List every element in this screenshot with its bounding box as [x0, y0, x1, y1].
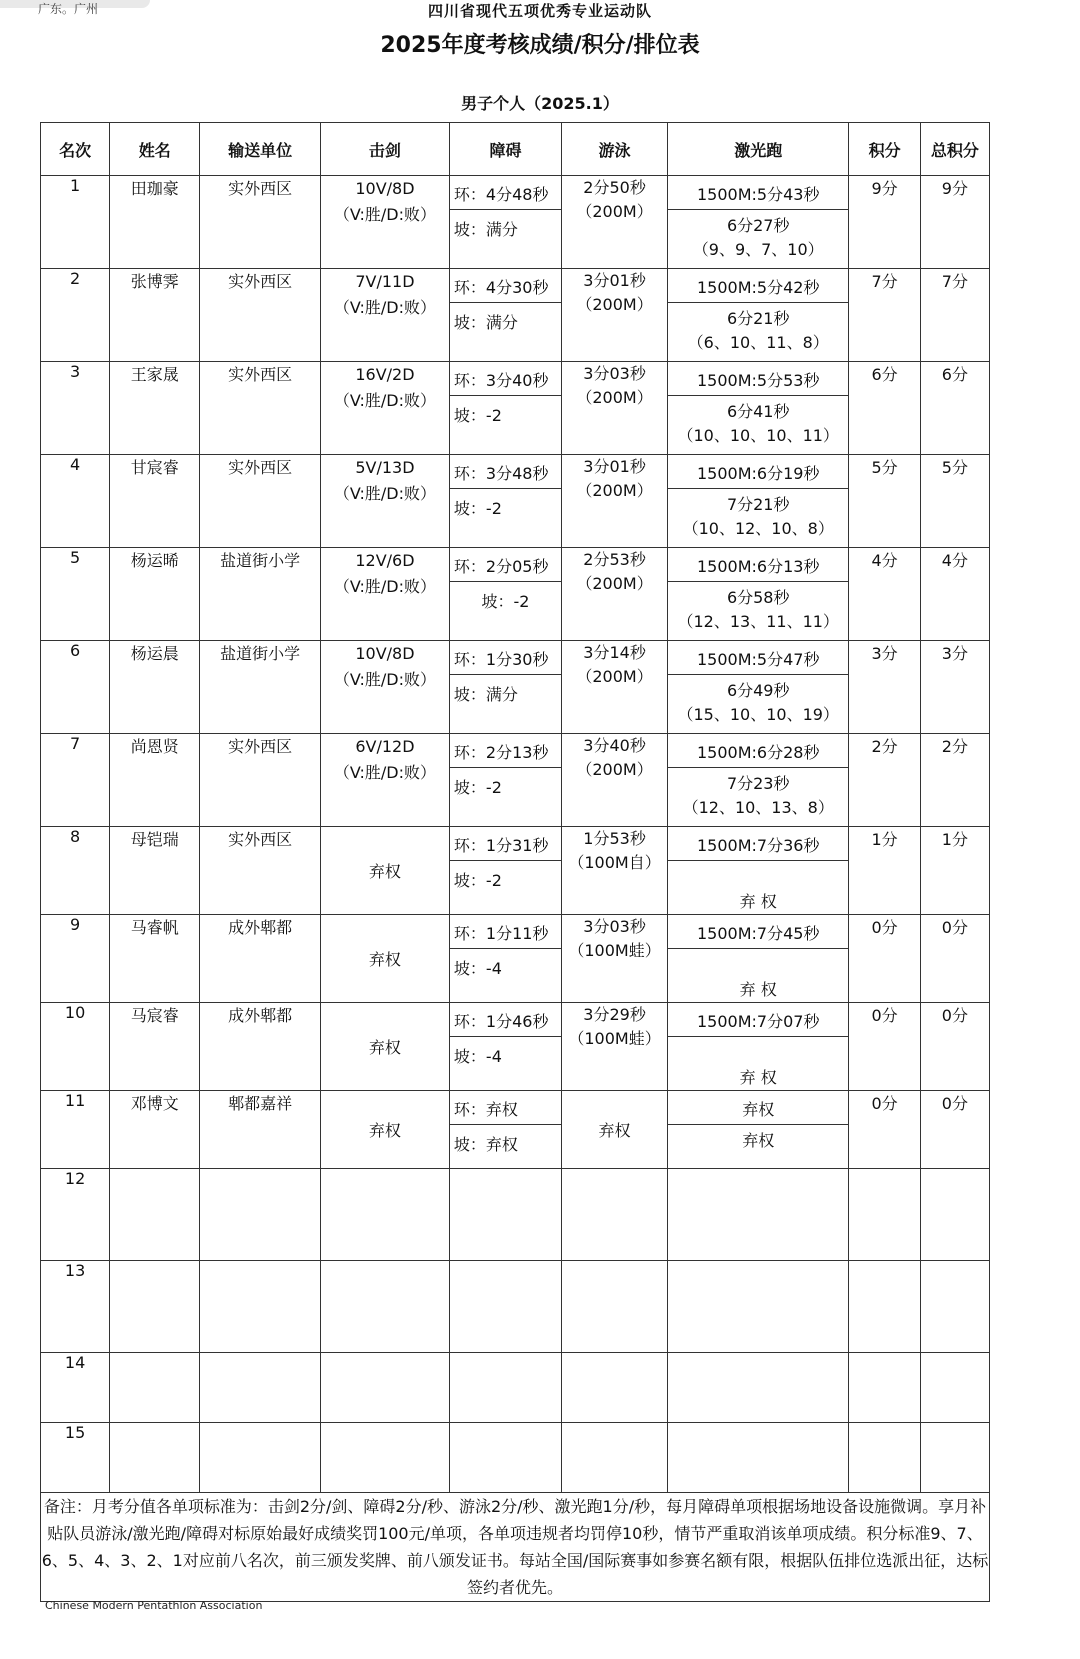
obstacle-slope-score: 坡：满分	[453, 220, 518, 239]
fencing-note: （V:胜/D:败）	[333, 298, 436, 317]
fencing-cell	[320, 455, 449, 548]
empty-cell	[320, 1423, 449, 1493]
rank-cell: 7	[41, 734, 110, 827]
laser-run-cell	[668, 641, 849, 734]
empty-cell	[920, 1353, 989, 1423]
empty-cell	[200, 1423, 321, 1493]
sending-unit-cell: 实外西区	[200, 455, 321, 548]
fencing-cell	[320, 734, 449, 827]
notes-text: 备注：月考分值各单项标准为：击剑2分/剑、障碍2分/秒、游泳2分/秒、激光跑1分/秒，每月障碍单项根据场地设备设施微调。享月补贴队员游泳/激光跑/障碍对标原始最好成绩奖罚100元/单项，各单项违规者均罚停10秒，情节严重取消该单项成绩。积分标准9、7、6、5、4、3、2、1对应前八名次，前三颁发奖牌、前八颁发证书。每站全国/国际赛事如参赛名额有限，根据队伍排位选派出征，达标签约者优先。	[41, 1493, 990, 1602]
rank-cell: 4	[41, 455, 110, 548]
obstacle-slope-score: 坡：-4	[453, 959, 502, 978]
sending-unit-cell: 实外西区	[200, 176, 321, 269]
laser-run-result	[668, 768, 848, 826]
fencing-result: 10V/8D	[355, 179, 415, 198]
swimming-time: 3分03秒	[583, 917, 646, 936]
table-row	[41, 1003, 990, 1091]
laser-run-1500m: 1500M:6分28秒	[668, 734, 848, 768]
fencing-result: 7V/11D	[355, 272, 415, 291]
laser-run-1500m: 1500M:7分45秒	[668, 915, 848, 949]
empty-cell	[668, 1261, 849, 1353]
obstacle-cell	[449, 734, 561, 827]
sending-unit-cell: 实外西区	[200, 362, 321, 455]
laser-run-splits: （10、10、10、11）	[677, 426, 839, 445]
swimming-cell	[562, 641, 668, 734]
laser-run-cell	[668, 1003, 849, 1091]
laser-run-time: 6分21秒	[726, 309, 790, 328]
swimming-distance: （200M）	[576, 667, 653, 686]
laser-run-cell	[668, 362, 849, 455]
sending-unit-cell: 实外西区	[200, 827, 321, 915]
rank-cell: 11	[41, 1091, 110, 1169]
obstacle-cell	[449, 269, 561, 362]
obstacle-cell	[449, 915, 561, 1003]
table-row	[41, 548, 990, 641]
swimming-cell	[562, 1003, 668, 1091]
points-cell: 3分	[849, 641, 920, 734]
rank-cell: 15	[41, 1423, 110, 1493]
rank-cell: 2	[41, 269, 110, 362]
fencing-cell	[320, 362, 449, 455]
obstacle-ring-time: 环：3分48秒	[450, 455, 561, 489]
table-row	[41, 641, 990, 734]
table-row-empty	[41, 1261, 990, 1353]
notes-row	[41, 1493, 990, 1602]
total-points-cell: 7分	[920, 269, 989, 362]
fencing-result: 6V/12D	[355, 737, 415, 756]
points-cell: 7分	[849, 269, 920, 362]
empty-cell	[110, 1353, 200, 1423]
fencing-result: 10V/8D	[355, 644, 415, 663]
table-row	[41, 734, 990, 827]
laser-run-cell	[668, 827, 849, 915]
obstacle-ring-time: 环：2分13秒	[450, 734, 561, 768]
obstacle-cell	[449, 1091, 561, 1169]
table-row-empty	[41, 1169, 990, 1261]
laser-run-cell	[668, 1091, 849, 1169]
empty-cell	[668, 1353, 849, 1423]
rank-cell: 5	[41, 548, 110, 641]
laser-run-1500m: 1500M:7分36秒	[668, 827, 848, 861]
swimming-distance: （100M蛙）	[568, 941, 661, 960]
laser-run-abstain: 弃 权	[739, 892, 777, 911]
document-title: 2025年度考核成绩/积分/排位表	[380, 33, 700, 58]
empty-cell	[668, 1169, 849, 1261]
sending-unit-cell: 郫都嘉祥	[200, 1091, 321, 1169]
fencing-cell: 弃权	[320, 827, 449, 915]
rank-cell: 13	[41, 1261, 110, 1353]
fencing-cell: 弃权	[320, 915, 449, 1003]
fencing-cell	[320, 176, 449, 269]
laser-run-result	[668, 396, 848, 454]
table-row	[41, 455, 990, 548]
obstacle-ring-time: 环：2分05秒	[450, 548, 561, 582]
swimming-distance: （200M）	[576, 481, 653, 500]
rank-cell: 14	[41, 1353, 110, 1423]
swimming-cell	[562, 269, 668, 362]
column-header-points: 积分	[849, 123, 920, 176]
swimming-distance: （200M）	[576, 295, 653, 314]
obstacle-cell	[449, 455, 561, 548]
document-subtitle: 男子个人（2025.1）	[461, 94, 619, 113]
column-header-unit: 输送单位	[200, 123, 321, 176]
empty-cell	[562, 1353, 668, 1423]
obstacle-ring-time: 环：1分30秒	[450, 641, 561, 675]
athlete-name-cell: 甘宸睿	[110, 455, 200, 548]
column-header-total-points: 总积分	[920, 123, 989, 176]
laser-run-1500m: 1500M:6分19秒	[668, 455, 848, 489]
swimming-distance: （200M）	[576, 388, 653, 407]
swimming-cell	[562, 362, 668, 455]
swimming-cell	[562, 548, 668, 641]
obstacle-ring-time: 环：1分46秒	[450, 1003, 561, 1037]
swimming-distance: （100M自）	[568, 853, 661, 872]
swimming-time: 3分29秒	[583, 1005, 646, 1024]
empty-cell	[320, 1261, 449, 1353]
laser-run-1500m: 1500M:5分53秒	[668, 362, 848, 396]
obstacle-cell	[449, 641, 561, 734]
laser-run-abstain: 弃 权	[739, 980, 777, 999]
column-header-swimming: 游泳	[562, 123, 668, 176]
athlete-name-cell: 马睿帆	[110, 915, 200, 1003]
fencing-result: 16V/2D	[355, 365, 415, 384]
sending-unit-cell: 成外郫都	[200, 1003, 321, 1091]
empty-cell	[200, 1169, 321, 1261]
column-header-rank: 名次	[41, 123, 110, 176]
fencing-note: （V:胜/D:败）	[333, 763, 436, 782]
fencing-result: 5V/13D	[355, 458, 415, 477]
table-row	[41, 827, 990, 915]
empty-cell	[849, 1169, 920, 1261]
column-header-name: 姓名	[110, 123, 200, 176]
empty-cell	[320, 1169, 449, 1261]
swimming-cell	[562, 455, 668, 548]
laser-run-cell	[668, 548, 849, 641]
swimming-cell	[562, 827, 668, 915]
total-points-cell: 9分	[920, 176, 989, 269]
obstacle-ring-time: 环：1分31秒	[450, 827, 561, 861]
total-points-cell: 2分	[920, 734, 989, 827]
laser-run-time: 6分58秒	[726, 588, 790, 607]
laser-run-result	[668, 210, 848, 268]
obstacle-slope-score: 坡：-2	[453, 871, 502, 890]
empty-cell	[920, 1423, 989, 1493]
swimming-cell	[562, 176, 668, 269]
points-cell: 5分	[849, 455, 920, 548]
swimming-time: 3分01秒	[583, 271, 646, 290]
swimming-cell	[562, 915, 668, 1003]
empty-cell	[200, 1261, 321, 1353]
column-header-laser-run: 激光跑	[668, 123, 849, 176]
athlete-name-cell: 马宸睿	[110, 1003, 200, 1091]
swimming-distance: （200M）	[576, 760, 653, 779]
obstacle-ring-time: 环：4分30秒	[450, 269, 561, 303]
table-row	[41, 362, 990, 455]
obstacle-cell	[449, 548, 561, 641]
swimming-distance: （200M）	[576, 574, 653, 593]
total-points-cell: 3分	[920, 641, 989, 734]
swimming-time: 3分01秒	[583, 457, 646, 476]
total-points-cell: 6分	[920, 362, 989, 455]
table-row	[41, 1091, 990, 1169]
empty-cell	[449, 1423, 561, 1493]
obstacle-slope-score: 坡：满分	[453, 313, 518, 332]
total-points-cell: 0分	[920, 1091, 989, 1169]
rank-cell: 12	[41, 1169, 110, 1261]
laser-run-cell	[668, 176, 849, 269]
rank-cell: 10	[41, 1003, 110, 1091]
laser-run-1500m: 1500M:6分13秒	[668, 548, 848, 582]
table-row	[41, 915, 990, 1003]
obstacle-cell	[449, 827, 561, 915]
laser-run-result	[668, 582, 848, 640]
athlete-name-cell: 邓博文	[110, 1091, 200, 1169]
athlete-name-cell: 杨运晨	[110, 641, 200, 734]
laser-run-1500m: 弃权	[668, 1091, 848, 1125]
fencing-note: （V:胜/D:败）	[333, 391, 436, 410]
sending-unit-cell: 实外西区	[200, 734, 321, 827]
rank-cell: 3	[41, 362, 110, 455]
laser-run-splits: （12、13、11、11）	[677, 612, 839, 631]
obstacle-slope-score: 坡：-2	[453, 778, 502, 797]
obstacle-slope-score: 坡：-2	[453, 406, 502, 425]
obstacle-ring-time: 环：1分11秒	[450, 915, 561, 949]
location-label: 广东。广州	[38, 2, 99, 16]
laser-run-splits: （9、9、7、10）	[692, 240, 824, 259]
table-row-empty	[41, 1423, 990, 1493]
footer-association: Chinese Modern Pentathlon Association	[45, 1599, 263, 1612]
swimming-time: 2分53秒	[583, 550, 646, 569]
empty-cell	[562, 1423, 668, 1493]
empty-cell	[849, 1261, 920, 1353]
sending-unit-cell: 实外西区	[200, 269, 321, 362]
laser-run-1500m: 1500M:5分43秒	[668, 176, 848, 210]
sending-unit-cell: 盐道街小学	[200, 641, 321, 734]
laser-run-1500m: 1500M:7分07秒	[668, 1003, 848, 1037]
obstacle-cell	[449, 176, 561, 269]
obstacle-ring-time: 环：4分48秒	[450, 176, 561, 210]
fencing-cell	[320, 548, 449, 641]
laser-run-splits: （10、12、10、8）	[682, 519, 834, 538]
swimming-time: 2分50秒	[583, 178, 646, 197]
laser-run-time: 6分27秒	[726, 216, 790, 235]
obstacle-slope-score: 坡：弃权	[453, 1135, 518, 1154]
athlete-name-cell: 母铠瑞	[110, 827, 200, 915]
laser-run-time: 7分23秒	[726, 774, 790, 793]
laser-run-time: 6分49秒	[726, 681, 790, 700]
laser-run-cell	[668, 269, 849, 362]
laser-run-splits: （6、10、11、8）	[687, 333, 829, 352]
fencing-note: （V:胜/D:败）	[333, 577, 436, 596]
obstacle-slope-score: 坡：-2	[453, 499, 502, 518]
laser-run-1500m: 1500M:5分47秒	[668, 641, 848, 675]
sending-unit-cell: 成外郫都	[200, 915, 321, 1003]
obstacle-slope-score: 坡：-2	[481, 592, 530, 611]
fencing-result: 12V/6D	[355, 551, 415, 570]
fencing-cell: 弃权	[320, 1091, 449, 1169]
laser-run-time: 6分41秒	[726, 402, 790, 421]
obstacle-slope-score: 坡：满分	[453, 685, 518, 704]
fencing-note: （V:胜/D:败）	[333, 205, 436, 224]
empty-cell	[562, 1261, 668, 1353]
sending-unit-cell: 盐道街小学	[200, 548, 321, 641]
swimming-time: 3分14秒	[583, 643, 646, 662]
laser-run-result	[668, 303, 848, 361]
results-table	[40, 122, 990, 1602]
swimming-cell	[562, 734, 668, 827]
column-header-fencing: 击剑	[320, 123, 449, 176]
total-points-cell: 4分	[920, 548, 989, 641]
rank-cell: 1	[41, 176, 110, 269]
empty-cell	[668, 1423, 849, 1493]
obstacle-ring-time: 环：弃权	[450, 1091, 561, 1125]
empty-cell	[849, 1423, 920, 1493]
swimming-distance: （100M蛙）	[568, 1029, 661, 1048]
points-cell: 0分	[849, 915, 920, 1003]
athlete-name-cell: 田珈豪	[110, 176, 200, 269]
athlete-name-cell: 张博霁	[110, 269, 200, 362]
laser-run-abstain: 弃 权	[739, 1068, 777, 1087]
total-points-cell: 5分	[920, 455, 989, 548]
table-row	[41, 269, 990, 362]
empty-cell	[110, 1169, 200, 1261]
laser-run-result	[668, 675, 848, 733]
swimming-cell: 弃权	[562, 1091, 668, 1169]
table-row	[41, 176, 990, 269]
total-points-cell: 0分	[920, 1003, 989, 1091]
empty-cell	[320, 1353, 449, 1423]
rank-cell: 6	[41, 641, 110, 734]
table-row-empty	[41, 1353, 990, 1423]
obstacle-cell	[449, 362, 561, 455]
laser-run-second: 弃权	[742, 1131, 775, 1150]
points-cell: 0分	[849, 1003, 920, 1091]
laser-run-1500m: 1500M:5分42秒	[668, 269, 848, 303]
laser-run-result	[668, 489, 848, 547]
laser-run-splits: （15、10、10、19）	[677, 705, 839, 724]
empty-cell	[110, 1423, 200, 1493]
laser-run-splits: （12、10、13、8）	[682, 798, 834, 817]
points-cell: 1分	[849, 827, 920, 915]
obstacle-ring-time: 环：3分40秒	[450, 362, 561, 396]
swimming-time: 3分03秒	[583, 364, 646, 383]
points-cell: 9分	[849, 176, 920, 269]
empty-cell	[449, 1169, 561, 1261]
empty-cell	[200, 1353, 321, 1423]
rank-cell: 9	[41, 915, 110, 1003]
swimming-time: 1分53秒	[583, 829, 646, 848]
total-points-cell: 1分	[920, 827, 989, 915]
swimming-distance: （200M）	[576, 202, 653, 221]
athlete-name-cell: 杨运晞	[110, 548, 200, 641]
empty-cell	[920, 1169, 989, 1261]
laser-run-cell	[668, 455, 849, 548]
rank-cell: 8	[41, 827, 110, 915]
athlete-name-cell: 尚恩贤	[110, 734, 200, 827]
empty-cell	[110, 1261, 200, 1353]
athlete-name-cell: 王家晟	[110, 362, 200, 455]
points-cell: 2分	[849, 734, 920, 827]
empty-cell	[920, 1261, 989, 1353]
points-cell: 6分	[849, 362, 920, 455]
laser-run-time: 7分21秒	[726, 495, 790, 514]
empty-cell	[562, 1169, 668, 1261]
fencing-cell: 弃权	[320, 1003, 449, 1091]
empty-cell	[449, 1353, 561, 1423]
swimming-time: 3分40秒	[583, 736, 646, 755]
points-cell: 4分	[849, 548, 920, 641]
column-header-obstacle: 障碍	[449, 123, 561, 176]
organization-name: 四川省现代五项优秀专业运动队	[427, 2, 652, 20]
fencing-cell	[320, 269, 449, 362]
empty-cell	[449, 1261, 561, 1353]
points-cell: 0分	[849, 1091, 920, 1169]
empty-cell	[849, 1353, 920, 1423]
obstacle-slope-score: 坡：-4	[453, 1047, 502, 1066]
laser-run-cell	[668, 734, 849, 827]
fencing-note: （V:胜/D:败）	[333, 484, 436, 503]
total-points-cell: 0分	[920, 915, 989, 1003]
fencing-cell	[320, 641, 449, 734]
fencing-note: （V:胜/D:败）	[333, 670, 436, 689]
laser-run-cell	[668, 915, 849, 1003]
table-header-row	[41, 123, 990, 176]
obstacle-cell	[449, 1003, 561, 1091]
